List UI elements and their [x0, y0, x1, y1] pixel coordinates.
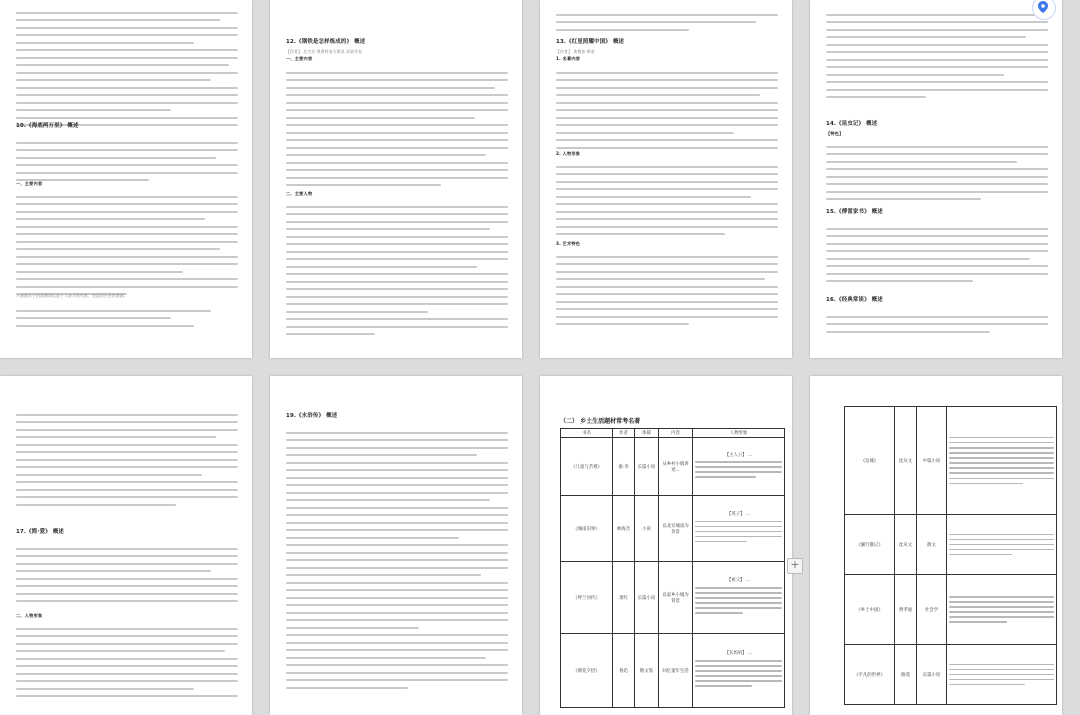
text-block: [16, 6, 238, 132]
author-cell: 林海音: [613, 496, 635, 562]
section-heading: 19.《水浒传》 概述: [286, 413, 338, 419]
page-text: [826, 118, 1048, 137]
table-row: [561, 496, 785, 562]
text-block: [16, 622, 238, 703]
author-cell: 费孝通: [895, 575, 917, 645]
content-cell: 以北京城南为背景: [659, 496, 693, 562]
book-cell: 《城南旧事》: [561, 496, 613, 562]
text-block: [16, 408, 238, 511]
text-block: [556, 160, 778, 241]
page-text: [286, 410, 508, 422]
page-text: [16, 612, 238, 620]
table-row: [845, 645, 1057, 705]
page-text: [556, 150, 778, 158]
content-cell: 从乡村小镇讲述...: [659, 438, 693, 496]
novel-table-continued: [844, 406, 1057, 705]
author-cell: 康·李: [613, 438, 635, 496]
text-block: [16, 304, 238, 332]
location-pin-icon[interactable]: [1032, 0, 1056, 20]
section-label: 3. 艺术特色: [556, 241, 581, 246]
genre-cell: 小说: [635, 496, 659, 562]
col-header: 书名: [561, 429, 613, 438]
page-text: [16, 292, 238, 300]
text-block: [286, 66, 508, 192]
section-heading: 14.《昆虫记》 概述: [826, 121, 878, 127]
section-heading: 17.《简·爱》 概述: [16, 529, 65, 535]
book-cell: 《儿童与苦难》: [561, 438, 613, 496]
author-line: 【作者】 尼古拉·奥斯特洛夫斯基 苏联作家: [286, 48, 363, 54]
document-page-4[interactable]: [810, 0, 1062, 358]
figure-cell: [947, 407, 1057, 515]
table-row: [561, 438, 785, 496]
author-cell: 萧红: [613, 562, 635, 634]
author-cell: 鲁迅: [613, 634, 635, 708]
section-heading: 12.《钢铁是怎样炼成的》 概述: [286, 39, 366, 45]
author-cell: 沈从文: [895, 515, 917, 575]
table-title: （二） 乡土生活题材常考名著: [560, 418, 641, 425]
page-text: [286, 36, 508, 63]
table-row: [845, 407, 1057, 515]
text-block: [826, 8, 1048, 104]
author-cell: 沈从文: [895, 407, 917, 515]
col-header: 体裁: [635, 429, 659, 438]
figure-cell: [947, 575, 1057, 645]
text-block: [556, 66, 778, 154]
book-cell: 《边城》: [845, 407, 895, 515]
col-header: 人物形象: [693, 429, 785, 438]
genre-cell: 长篇小说: [917, 645, 947, 705]
document-page-3[interactable]: [540, 0, 792, 358]
figure-cell: 【英子】 ...: [693, 496, 785, 562]
page-text: [556, 240, 778, 248]
text-block: [286, 426, 508, 694]
text-block: [826, 310, 1048, 338]
document-page-1[interactable]: [0, 0, 252, 358]
section-heading: 15.《傅雷家书》 概述: [826, 209, 883, 215]
novel-table: [560, 428, 785, 708]
text-block: [556, 250, 778, 331]
text-block: [826, 140, 1048, 206]
section-heading: 13.《红星照耀中国》 概述: [556, 39, 625, 45]
genre-cell: 中篇小说: [917, 407, 947, 515]
figure-cell: 【祖父】 ...: [693, 562, 785, 634]
page-text: [16, 120, 238, 132]
document-page-7[interactable]: [540, 376, 792, 715]
figure-cell: 【长妈妈】 ...: [693, 634, 785, 708]
col-header: 内容: [659, 429, 693, 438]
genre-cell: 长篇小说: [635, 438, 659, 496]
genre-cell: 散文集: [635, 634, 659, 708]
text-block: [286, 200, 508, 341]
section-heading: 16.《经典常谈》 概述: [826, 297, 883, 303]
figure-cell: 【主人公】 ...: [693, 438, 785, 496]
section-label: 2. 人物形象: [556, 151, 581, 156]
figure-cell: [947, 645, 1057, 705]
genre-cell: 长篇小说: [635, 562, 659, 634]
section-heading: 10.《海底两万里》 概述: [16, 123, 79, 129]
table-header-row: [561, 429, 785, 438]
author-cell: 路遥: [895, 645, 917, 705]
document-page-5[interactable]: [0, 376, 252, 715]
page-text: [16, 526, 238, 538]
section-label: 【特色】: [826, 130, 844, 136]
document-page-8[interactable]: [810, 376, 1062, 715]
book-cell: 《呼兰河传》: [561, 562, 613, 634]
book-cell: 《平凡的世界》: [845, 645, 895, 705]
table-row: [561, 634, 785, 708]
author-line: 【作者】 埃德加·斯诺: [556, 48, 595, 54]
footnote: ＊骆驼祥子的悲剧命运是个人奋斗的失败，也是旧社会的悲剧。: [16, 293, 128, 298]
document-page-2[interactable]: [270, 0, 522, 358]
page-text: [286, 190, 508, 198]
book-cell: 《朝花夕拾》: [561, 634, 613, 708]
genre-cell: 社会学: [917, 575, 947, 645]
page-text: [556, 36, 778, 63]
section-label: 1. 名著内容: [556, 56, 581, 62]
text-block: [556, 8, 778, 36]
text-block: [16, 190, 238, 301]
section-label: 二、主要人物: [286, 191, 313, 196]
text-block: [16, 542, 238, 608]
table-row: [845, 575, 1057, 645]
text-block: [826, 222, 1048, 288]
col-header: 作者: [613, 429, 635, 438]
book-cell: 《湘行散记》: [845, 515, 895, 575]
genre-cell: 散文: [917, 515, 947, 575]
page-text: [16, 180, 238, 188]
table-row: [561, 562, 785, 634]
content-cell: 以家乡小城为背景: [659, 562, 693, 634]
page-text: [826, 294, 1048, 306]
page-text: [826, 206, 1048, 218]
section-label: 一、主要内容: [286, 56, 313, 62]
content-cell: 回忆童年生活: [659, 634, 693, 708]
figure-cell: [947, 515, 1057, 575]
document-page-6[interactable]: [270, 376, 522, 715]
book-cell: 《乡土中国》: [845, 575, 895, 645]
table-row: [845, 515, 1057, 575]
section-label: 二、人物形象: [16, 613, 43, 618]
add-page-button[interactable]: +: [787, 558, 803, 574]
text-block: [16, 136, 238, 187]
section-label: 一、主要内容: [16, 181, 43, 186]
